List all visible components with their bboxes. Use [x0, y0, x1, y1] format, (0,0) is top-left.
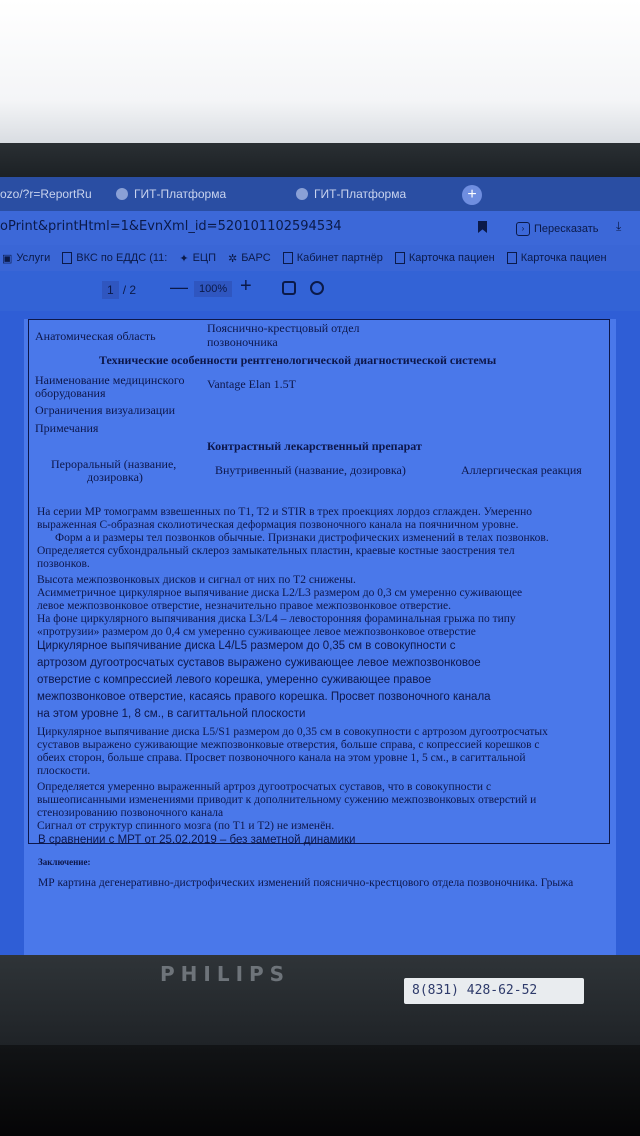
findings-line: левое межпозвонковое отверстие, незначительно правое межпозвонковое отверстие. [37, 600, 451, 612]
findings-highlight-line: отверстие с компрессией левого корешка, умеренно суживающее правое [37, 674, 432, 686]
findings-line: Циркулярное выпячивание диска L5/S1 размером до 0,35 см в совокупности с артрозом дугоотросчатых [37, 726, 548, 738]
bookmark-item[interactable]: Карточка пациен [395, 252, 495, 264]
bookmark-item[interactable]: ▣ Услуги [2, 252, 51, 265]
findings-line: Форм а и размеры тел позвонков обычные. Признаки дистрофических изменений в телах позвонков. [55, 532, 549, 544]
equipment-label-2: оборудования [35, 386, 106, 400]
monitor-screen [0, 177, 640, 955]
bookmark-item[interactable]: Карточка пациен [507, 252, 607, 264]
conclusion-label: Заключение: [38, 857, 91, 867]
address-bar[interactable] [0, 211, 640, 245]
oral-label-1: Пероральный (название, [51, 457, 177, 471]
equipment-label-1: Наименование медицинского [35, 373, 185, 387]
site-icon [116, 188, 128, 200]
anatomy-value-1: Пояснично-крестцовый отдел [207, 321, 360, 335]
bookmark-item[interactable]: Кабинет партнёр [283, 252, 383, 264]
iv-label: Внутривенный (название, дозировка) [215, 463, 406, 477]
equipment-value: Vantage Elan 1.5T [207, 377, 296, 391]
limits-label: Ограничения визуализации [35, 403, 176, 417]
url-text[interactable]: oPrint&printHtml=1&EvnXml_id=520101102594534 [0, 219, 342, 234]
tech-heading: Технические особенности рентгенологической диагностической системы [99, 353, 497, 367]
summarize-icon: › [516, 222, 530, 236]
summarize-button[interactable] [512, 219, 603, 239]
findings-line: позвонков. [37, 558, 90, 570]
findings-line: Определяется субхондральный склероз замыкательных пластин, краевые костные заострения тел [37, 545, 515, 557]
zoom-in-button[interactable]: + [240, 275, 252, 297]
monitor-bezel-top [0, 143, 640, 177]
findings-line: Сигнал от структур спинного мозга (по Т1 и Т2) не изменён. [37, 820, 335, 832]
conclusion-text: МР картина дегенеративно-дистрофических изменений пояснично-крестцового отдела позвоночника. Грыжа [38, 877, 574, 889]
bookmarks-bar [0, 245, 640, 271]
anatomy-value-2: позвоночника [207, 335, 278, 349]
photo-background-top [0, 0, 640, 143]
findings-line: Асимметричное циркулярное выпячивание диска L2/L3 размером до 0,3 см умеренно суживающее [37, 587, 523, 599]
zoom-level[interactable]: 100% [194, 281, 232, 297]
notes-label: Примечания [35, 421, 99, 435]
desk-background [0, 1045, 640, 1136]
report-table [28, 319, 610, 844]
contrast-heading: Контрастный лекарственный препарат [207, 439, 422, 453]
tab-strip [0, 177, 640, 211]
bookmark-item[interactable]: ✦ ЕЦП [179, 252, 216, 265]
site-icon: ✲ [227, 252, 238, 265]
phone-sticker: 8(831) 428-62-52 [404, 978, 584, 1004]
page-icon [395, 252, 405, 264]
rotate-icon[interactable] [310, 281, 324, 295]
bookmark-item[interactable]: ✲ БАРС [227, 252, 271, 265]
download-icon[interactable]: ⤓ [616, 219, 622, 233]
findings-line: На серии МР томограмм взвешенных по T1, T2 и STIR в трех проекциях лордоз сглажден. Умеренно [37, 506, 533, 518]
findings-line: обеих сторон, больше справа. Просвет позвоночного канала на этом уровне 1, 5 см., в сагиттальной [37, 752, 526, 764]
page-indicator [102, 281, 136, 299]
findings-line: «протрузии» размером до 0,4 см умеренно суживающее левое межпозвонковое отверстие [37, 626, 476, 638]
findings-line: выраженная С-образная сколиотическая деформация позвоночного канала на поячничном уровне. [37, 519, 519, 531]
findings-line: стенозированию позвоночного канала [37, 807, 224, 819]
monitor-brand-logo: PHILIPS [160, 962, 291, 986]
findings-highlight-line: межпозвонковое отверстие, касаясь правого корешка. Просвет позвоночного канала [37, 691, 491, 703]
tab-report[interactable] [0, 183, 92, 205]
tab-label: ГИТ-Платформа [134, 187, 227, 201]
findings-line: суставов выражено суживающие межпозвонковые отверстия, больше справа, с копрессией корешков с [37, 739, 540, 751]
findings-line: Высота межпозвонковых дисков и сигнал от них по Т2 снижены. [37, 574, 356, 586]
pdf-toolbar [0, 271, 640, 311]
page-icon [62, 252, 72, 264]
findings-line: плоскости. [37, 765, 91, 777]
tab-label: ozo/?r=ReportRu [0, 187, 92, 201]
tab-git-platform-1[interactable] [116, 183, 226, 205]
tab-label: ГИТ-Платформа [314, 187, 407, 201]
summarize-label: Пересказать [534, 223, 599, 235]
anatomy-label: Анатомическая область [35, 329, 156, 343]
page-icon [283, 252, 293, 264]
findings-highlight-line: Циркулярное выпячивание диска L4/L5 размером до 0,35 см в совокупности с [37, 640, 456, 652]
zoom-out-button[interactable]: — [170, 277, 188, 297]
findings-line: вышеописанными изменениями приводит к дополнительному сужению межпозвонковых отверстий и [37, 794, 537, 806]
fit-page-icon[interactable] [282, 281, 296, 295]
findings-highlight-line: артрозом дугоотросчатых суставов выражено суживающее левое межпозвонковое [37, 657, 481, 669]
bookmark-icon[interactable] [478, 221, 487, 233]
document-page [24, 319, 616, 955]
site-icon: ✦ [179, 252, 189, 265]
folder-icon: ▣ [2, 252, 13, 265]
oral-label-2: дозировка) [87, 470, 143, 484]
page-number-input[interactable]: 1 [102, 281, 119, 299]
findings-line: Определяется умеренно выраженный артроз дугоотросчатых суставов, что в совокупности с [37, 781, 492, 793]
findings-highlight-line: на этом уровне 1, 8 см., в сагиттальной плоскости [37, 708, 306, 720]
tab-git-platform-2[interactable] [296, 183, 406, 205]
page-icon [507, 252, 517, 264]
findings-line: На фоне циркулярного выпячивания диска L3/L4 – левосторонняя фораминальная грыжа по типу [37, 613, 516, 625]
site-icon [296, 188, 308, 200]
new-tab-button[interactable]: + [462, 185, 482, 205]
allergy-label: Аллергическая реакция [461, 463, 582, 477]
bookmark-item[interactable]: ВКС по ЕДДС (11: [62, 252, 167, 264]
page-total: / 2 [122, 283, 137, 297]
comparison-line: В сравнении с МРТ от 25.02.2019 – без заметной динамики [38, 834, 356, 846]
